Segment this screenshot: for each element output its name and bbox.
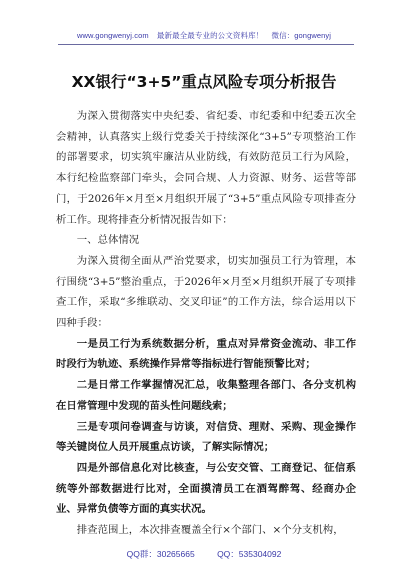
qq-group: QQ群：30265665 <box>126 549 195 559</box>
page-footer <box>0 548 408 560</box>
wechat-id: 微信：gongwenyj <box>271 31 332 40</box>
paragraph-method-2: 二是日常工作掌握情况汇总，收集整理各部门、各分支机构在日常管理中发现的苗头性问题线索； <box>56 379 356 412</box>
site-header <box>0 30 408 41</box>
qq-number: QQ：535304092 <box>217 549 282 559</box>
paragraph-intro: 为深入贯彻落实中央纪委、省纪委、市纪委和中纪委五次全会精神，认真落实上级行党委关于持续深化“3+5”专项整治工作的部署要求，切实筑牢廉洁从业防线，有效防范员工行为风险，本行纪检监察部门牵头，会同合规、人力资源、财务、运营等部门，于2026年×月至×月组织开展了“3+5”重点风险专项排查分析工作。现将排查分析情况报告如下： <box>56 110 356 226</box>
document-body <box>56 106 356 541</box>
paragraph-scope: 排查范围上，本次排查覆盖全行×个部门、×个分支机构， <box>76 524 344 537</box>
paragraph-method-3: 三是专项问卷调查与访谈，对信贷、理财、采购、现金操作等关键岗位人员开展重点访谈，了解实际情况； <box>56 420 356 454</box>
section-heading-overview: 一、总体情况 <box>76 234 140 247</box>
site-url[interactable]: www.gongwenyj.com <box>76 31 149 40</box>
header-divider <box>58 44 354 45</box>
paragraph-method-1: 一是员工行为系统数据分析，重点对异常资金流动、非工作时段行为轨迹、系统操作异常等指标进行智能预警比对； <box>56 337 356 371</box>
document-title: XX银行“3+5”重点风险专项分析报告 <box>71 73 337 91</box>
paragraph-overview: 为深入贯彻全面从严治党要求，切实加强员工行为管理，本行围绕“3+5”整治重点，于2026年×月至×月组织开展了专项排查工作，采取“多维联动、交叉印证”的工作方法，综合运用以下四种手段： <box>56 254 356 330</box>
site-slogan: 最新最全最专业的公文资料库！ <box>156 31 264 40</box>
paragraph-method-4: 四是外部信息化对比核查，与公安交管、工商登记、征信系统等外部数据进行比对，全面摸清员工在酒驾醉驾、经商办企业、异常负债等方面的真实状况。 <box>56 461 356 516</box>
